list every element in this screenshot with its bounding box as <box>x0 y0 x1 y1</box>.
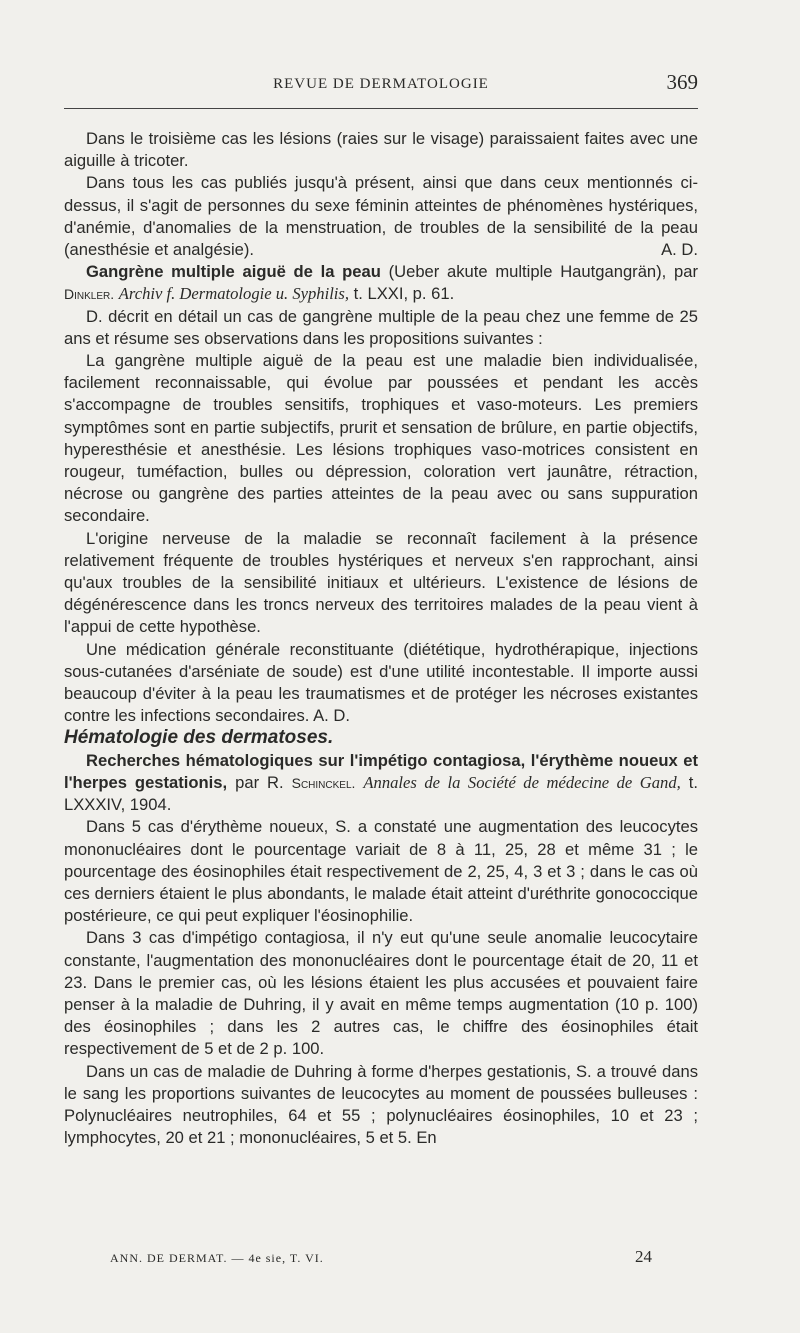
volume-reference: ANN. DE DERMAT. — 4e sie, T. VI. <box>110 1251 324 1265</box>
author-name: Dinkler. <box>64 286 115 303</box>
paragraph: Dans le troisième cas les lésions (raies sur le visage) paraissaient faites avec une aiguille à tricoter. <box>64 129 698 171</box>
article-heading: Recherches hématologiques sur l'impétigo contagiosa, l'érythème noueux et l'herpes gestationis, par R. Schinckel. Annales de la Société de médecine de Gand, t. LXXXIV, 1904. <box>64 750 698 815</box>
article-title: Gangrène multiple aiguë de la peau <box>86 262 381 282</box>
author-initials: A. D. <box>313 706 350 726</box>
page-footer <box>110 1247 652 1271</box>
section-title: Hématologie des dermatoses. <box>64 727 334 749</box>
paragraph: D. décrit en détail un cas de gangrène multiple de la peau chez une femme de 25 ans et résume ses observations dans les propositions suivantes : <box>64 306 698 348</box>
paragraph: L'origine nerveuse de la maladie se reconnaît facilement à la présence relativement fréquente de troubles hystériques et nerveux s'en rapprochant, ainsi qu'aux troubles de la sensibilité initiaux et ultérieurs. L'existence de lésions de dégénérescence dans les troncs nerveux des territoires malades de la peau vient à l'appui de cette hypothèse. <box>64 528 698 637</box>
paragraph: Dans un cas de maladie de Duhring à forme d'herpes gestationis, S. a trouvé dans le sang les proportions suivantes de leucocytes au moment de poussées bulleuses : Polynucléaires neutrophiles, 64 et 55 ; polynucléaires éosinophiles, 10 et 23 ; lymphocytes, 20 et 21 ; mononucléaires, 5 et 5. En <box>64 1061 698 1148</box>
author-initials: A. D. <box>661 240 698 260</box>
signature-mark: 24 <box>635 1247 652 1266</box>
paragraph: La gangrène multiple aiguë de la peau est une maladie bien individualisée, facilement reconnaissable, qui évolue par poussées et pendant les accès s'accompagne de troubles sensitifs, trophiques et vaso-moteurs. Les premiers symptômes sont en partie subjectifs, prurit et sensation de brûlure, en partie objectifs, hyperesthésie et anesthésie. Les lésions trophiques vaso-motrices consistent en rougeur, tuméfaction, bulles ou dépression, coloration vert jaunâtre, rétraction, nécrose ou gangrène des parties atteintes de la peau avec ou sans suppuration secondaire. <box>64 351 698 526</box>
article-heading: Gangrène multiple aiguë de la peau (Ueber akute multiple Hautgangrän), par Dinkler. Archiv f. Dermatologie u. Syphilis, t. LXXI, p. 61. <box>64 262 698 304</box>
paragraph: Dans tous les cas publiés jusqu'à présent, ainsi que dans ceux mentionnés ci-dessus, il s'agit de personnes du sexe féminin atteintes de phénomènes hystériques, d'anémie, d'anomalies de la menstruation, de troubles de la sensibilité de la peau (anesthésie et analgésie). A. D. <box>64 172 698 261</box>
author-name: Schinckel. <box>291 774 356 791</box>
paragraph: Dans 3 cas d'impétigo contagiosa, il n'y eut qu'une seule anomalie leucocytaire constante, l'augmentation des mononucléaires dont le pourcentage était de 20, 11 et 23. Dans le premier cas, où les lésions étaient les plus accusées et pouvaient faire penser à la maladie de Duhring, il y avait en même temps augmentation (10 p. 100) des éosinophiles ; dans les 2 autres cas, le chiffre des éosinophiles était respectivement de 5 et de 2 p. 100. <box>64 928 698 1059</box>
article-body <box>64 128 698 1149</box>
journal-citation: Annales de la Société de médecine de Gand, <box>363 772 681 792</box>
paragraph: Dans 5 cas d'érythème noueux, S. a constaté une augmentation des leucocytes mononucléaires dont le pourcentage variait de 8 à 11, 25, 28 et même 31 ; le pourcentage des éosinophiles était respectivement de 2, 25, 4, 3 et 3 ; dans le cas où ces derniers étaient le plus abondants, le malade était atteint d'uréthrite gonococcique postérieure, ce qui peut expliquer l'éosinophilie. <box>64 817 698 926</box>
running-header <box>64 72 698 102</box>
page-number: 369 <box>666 70 698 94</box>
journal-title: REVUE DE DERMATOLOGIE <box>273 76 489 92</box>
header-rule <box>64 108 698 109</box>
paragraph: Une médication générale reconstituante (diététique, hydrothérapique, injections sous-cutanées d'arséniate de soude) est d'une utilité incontestable. Il importe aussi beaucoup d'éviter à la peau les traumatismes et de protéger les nécroses existantes contre les infections secondaires. A. D. <box>64 639 698 726</box>
journal-citation: Archiv f. Dermatologie u. Syphilis, <box>118 284 350 304</box>
article-title: Recherches hématologiques sur l'impétigo contagiosa, l'érythème noueux et l'herpes gestationis, <box>64 750 698 792</box>
